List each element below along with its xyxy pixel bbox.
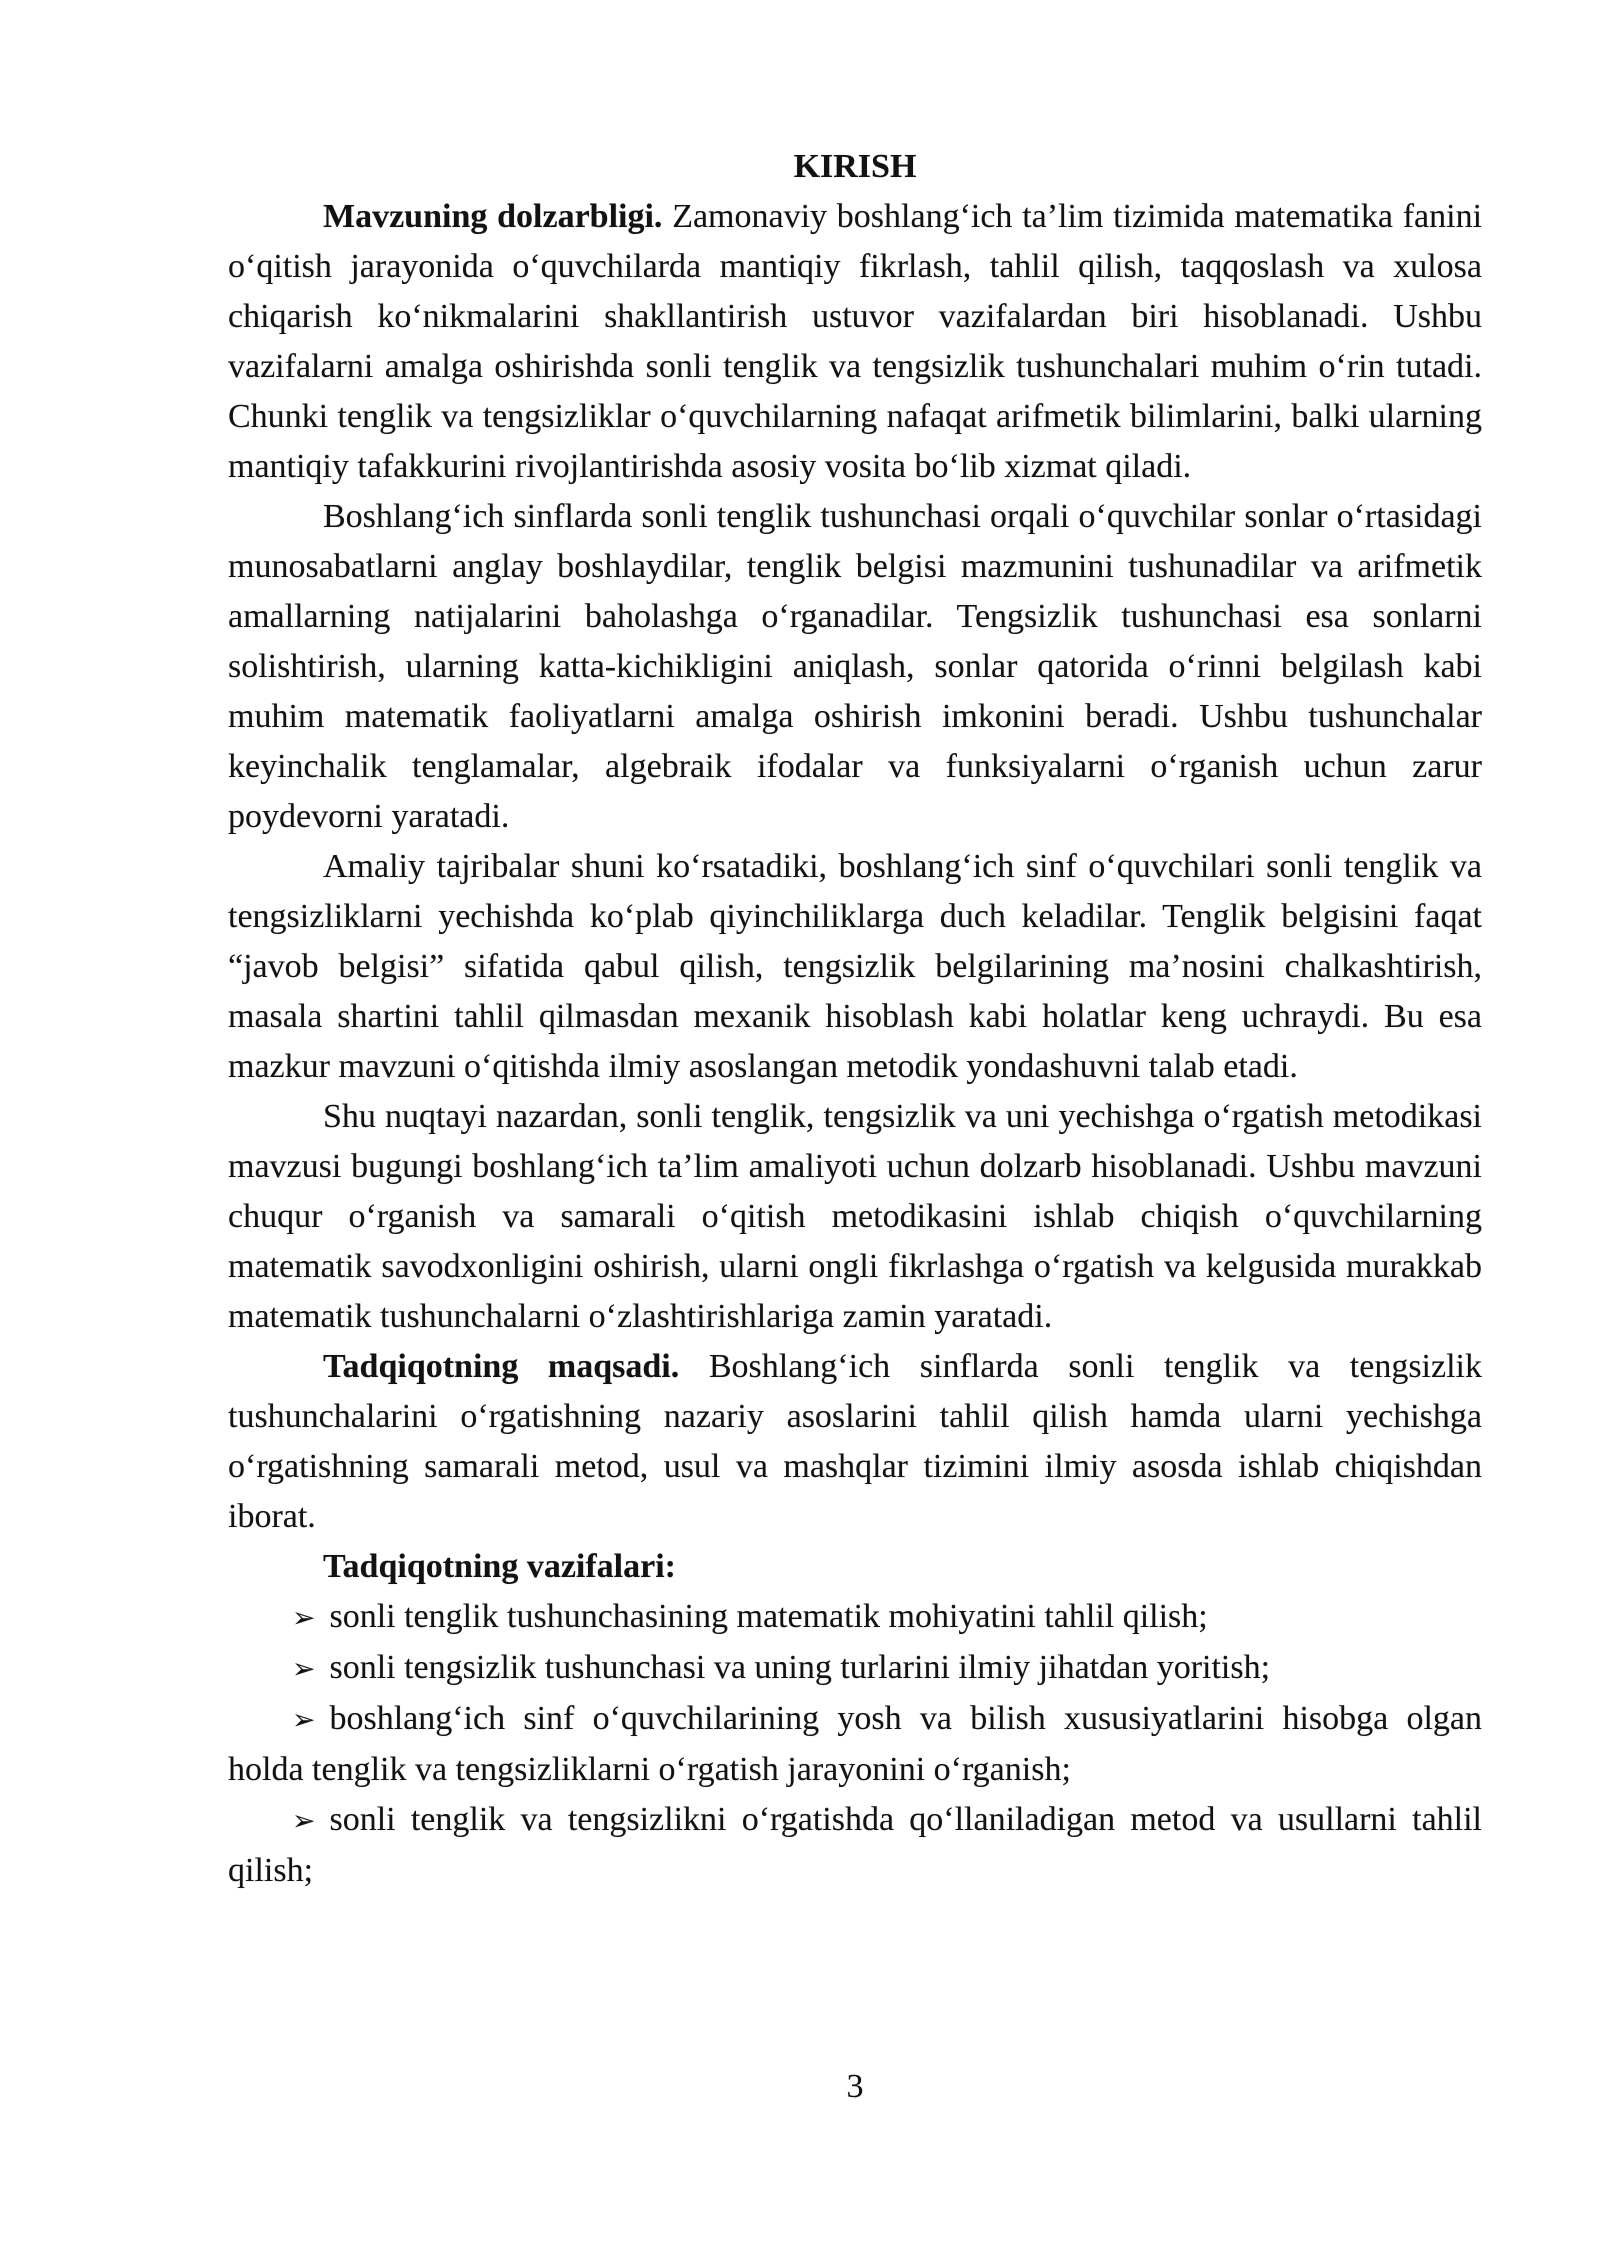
paragraph-body: Zamonaviy boshlang‘ich ta’lim tizimida matematika fanini o‘qitish jarayonida o‘quvchilarda mantiqiy fikrlash, tahlil qilish, taqqoslash va xulosa chiqarish ko‘nikmalarini shakllantirish ustuvor vazifalardan biri hisoblanadi. Ushbu vazifalarni amalga oshirishda sonli tenglik va tengsizlik tushunchalari muhim o‘rin tutadi. Chunki tenglik va tengsizliklar o‘quvchilarning nafaqat arifmetik bilimlarini, balki ularning mantiqiy tafakkurini rivojlantirishda asosiy vosita bo‘lib xizmat qiladi. xyxy=(228,198,1483,485)
paragraph-body: Boshlang‘ich sinflarda sonli tenglik tushunchasi orqali o‘quvchilar sonlar o‘rtasidagi munosabatlarni anglay boshlaydilar, tenglik belgisi mazmunini tushunadilar va arifmetik amallarning natijalarini baholashga o‘rganadilar. Tengsizlik tushunchasi esa sonlarni solishtirish, ularning katta-kichikligini aniqlash, sonlar qatorida o‘rinni belgilash kabi muhim matematik faoliyatlarni amalga oshirish imkonini beradi. Ushbu tushunchalar keyinchalik tenglamalar, algebraik ifodalar va funksiyalarni o‘rganish uchun zarur poydevorni yaratadi. xyxy=(228,498,1482,835)
document-content xyxy=(228,142,1482,1896)
arrow-bullet-icon: ➢ xyxy=(292,1652,316,1685)
page-title: KIRISH xyxy=(793,148,917,185)
task-text: sonli tenglik va tengsizlikni o‘rgatishda qo‘llaniladigan metod va usullarni tahlil qilish; xyxy=(228,1801,1482,1889)
paragraph-lead: Tadqiqotning vazifalari: xyxy=(323,1548,676,1585)
task-text: sonli tengsizlik tushunchasi va uning turlarini ilmiy jihatdan yoritish; xyxy=(329,1649,1271,1686)
paragraph-heading xyxy=(228,1542,1482,1592)
paragraph xyxy=(228,842,1482,1092)
task-list-item xyxy=(228,1592,1482,1643)
paragraph-body: Shu nuqtayi nazardan, sonli tenglik, tengsizlik va uni yechishga o‘rgatish metodikasi mavzusi bugungi boshlang‘ich ta’lim amaliyoti uchun dolzarb hisoblanadi. Ushbu mavzuni chuqur o‘rganish va samarali o‘qitish metodikasini ishlab chiqish o‘quvchilarning matematik savodxonligini oshirish, ularni ongli fikrlashga o‘rgatish va kelgusida murakkab matematik tushunchalarni o‘zlashtirishlariga zamin yaratadi. xyxy=(228,1098,1482,1335)
paragraph-body: Amaliy tajribalar shuni ko‘rsatadiki, boshlang‘ich sinf o‘quvchilari sonli tenglik va tengsizliklarni yechishda ko‘plab qiyinchiliklarga duch keladilar. Tenglik belgisini faqat “javob belgisi” sifatida qabul qilish, tengsizlik belgilarining ma’nosini chalkashtirish, masala shartini tahlil qilmasdan mexanik hisoblash kabi holatlar keng uchraydi. Bu esa mazkur mavzuni o‘qitishda ilmiy asoslangan metodik yondashuvni talab etadi. xyxy=(228,848,1482,1085)
paragraph-lead: Mavzuning dolzarbligi. xyxy=(323,198,663,235)
paragraph-lead: Tadqiqotning maqsadi. xyxy=(323,1348,680,1385)
paragraph xyxy=(228,1342,1482,1542)
paragraph-body: Boshlang‘ich sinflarda sonli tenglik va tengsizlik tushunchalarini o‘rgatishning nazariy asoslarini tahlil qilish hamda ularni yechishga o‘rgatishning samarali metod, usul va mashqlar tizimini ilmiy asosda ishlab chiqishdan iborat. xyxy=(228,1348,1482,1535)
arrow-bullet-icon: ➢ xyxy=(292,1804,316,1837)
task-text: boshlang‘ich sinf o‘quvchilarining yosh va bilish xususiyatlarini hisobga olgan holda tenglik va tengsizliklarni o‘rgatish jarayonini o‘rganish; xyxy=(228,1700,1482,1788)
arrow-bullet-icon: ➢ xyxy=(292,1601,316,1634)
paragraph xyxy=(228,192,1482,492)
paragraph xyxy=(228,1092,1482,1342)
task-text: sonli tenglik tushunchasining matematik mohiyatini tahlil qilish; xyxy=(329,1598,1208,1635)
page-number: 3 xyxy=(846,2068,864,2105)
task-list-item xyxy=(228,1694,1482,1795)
paragraph xyxy=(228,492,1482,842)
task-list-item xyxy=(228,1795,1482,1896)
task-list-item xyxy=(228,1643,1482,1694)
arrow-bullet-icon: ➢ xyxy=(292,1703,316,1736)
